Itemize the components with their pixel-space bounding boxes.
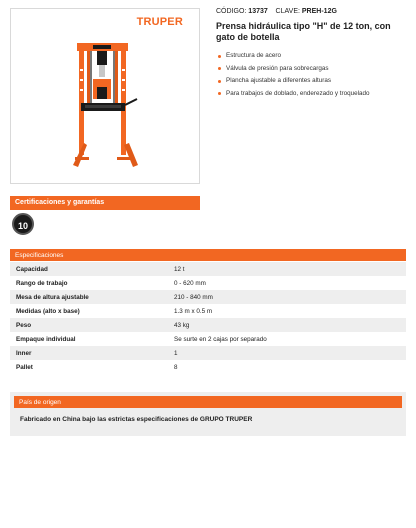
warranty-badge: 10 <box>12 213 34 235</box>
spec-label: Capacidad <box>10 262 168 276</box>
clave-label: CLAVE: <box>275 8 300 15</box>
table-row <box>10 304 406 318</box>
spec-value: 0 - 620 mm <box>174 279 206 287</box>
table-row <box>10 332 406 346</box>
codigo-value: 13737 <box>248 8 268 15</box>
product-image-card <box>10 8 200 184</box>
table-row <box>10 360 406 374</box>
clave-value: PREH-12G <box>301 8 337 15</box>
spec-value: 210 - 840 mm <box>168 290 406 304</box>
origin-text: Fabricado en China bajo las estrictas especificaciones de GRUPO TRUPER <box>20 416 253 423</box>
table-row <box>10 262 406 276</box>
specs-table <box>10 262 406 374</box>
certifications-header: Certificaciones y garantías <box>10 196 200 210</box>
table-row <box>10 276 406 290</box>
spec-value: 8 <box>174 363 178 371</box>
feature-list <box>218 50 370 100</box>
spec-value: 43 kg <box>168 318 406 332</box>
feature-item: Válvula de presión para sobrecargas <box>218 63 370 76</box>
table-row <box>10 346 406 360</box>
origin-header: País de origen <box>14 396 402 408</box>
spec-label: Inner <box>10 346 168 360</box>
table-row <box>10 290 406 304</box>
codigo-label: CÓDIGO: <box>216 8 247 15</box>
spec-label: Pallet <box>16 363 33 371</box>
product-title: Prensa hidráulica tipo "H" de 12 ton, con gato de botella <box>216 21 391 42</box>
spec-label: Peso <box>10 318 168 332</box>
spec-label: Medidas (alto x base) <box>16 307 80 315</box>
table-row <box>10 318 406 332</box>
truper-logo: TRUPER <box>136 16 183 28</box>
feature-item: Para trabajos de doblado, enderezado y troquelado <box>218 88 370 101</box>
specs-header: Especificaciones <box>10 249 406 261</box>
feature-item: Estructura de acero <box>218 50 370 63</box>
spec-label: Rango de trabajo <box>16 279 68 287</box>
spec-value: Se surte en 2 cajas por separado <box>174 335 267 343</box>
spec-value: 1 <box>168 346 406 360</box>
spec-label: Mesa de altura ajustable <box>10 290 168 304</box>
spec-value: 12 t <box>168 262 406 276</box>
spec-label: Empaque individual <box>16 335 76 343</box>
hydraulic-press-image <box>71 39 141 171</box>
feature-item: Plancha ajustable a diferentes alturas <box>218 75 370 88</box>
spec-value: 1.3 m x 0.5 m <box>174 307 213 315</box>
origin-section <box>10 392 406 436</box>
product-codes <box>216 8 337 15</box>
